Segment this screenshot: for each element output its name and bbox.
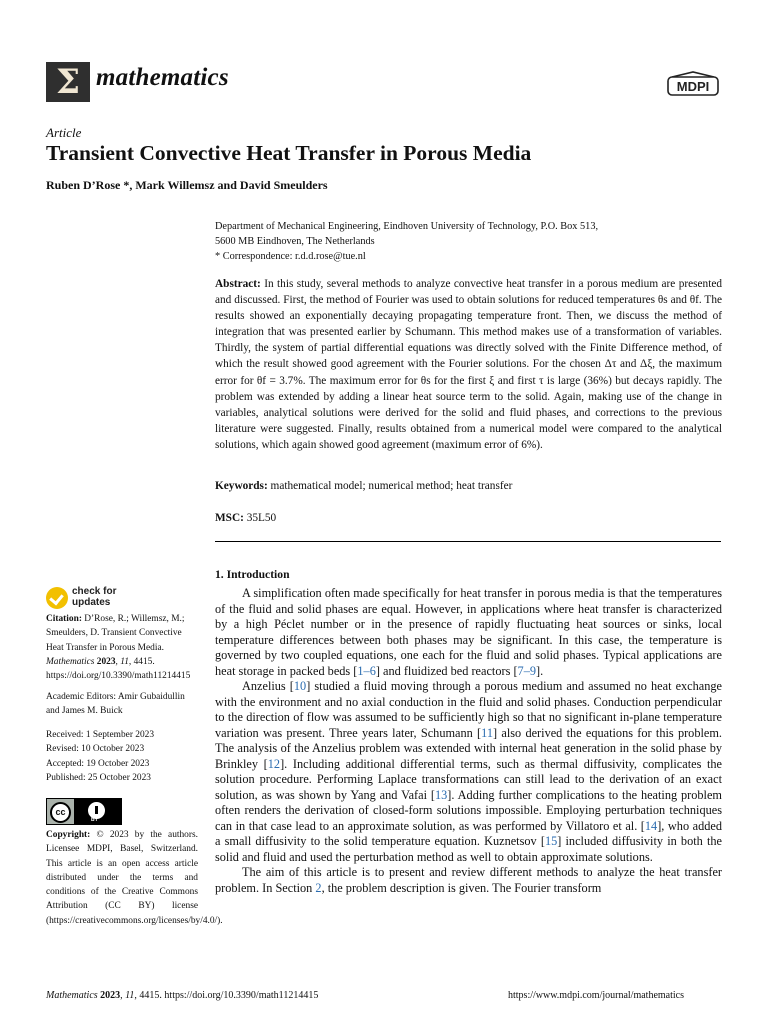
affiliation-line: Department of Mechanical Engineering, Eindhoven University of Technology, P.O. Box 513, bbox=[215, 221, 599, 232]
footer-citation: Mathematics 2023, 11, 4415. https://doi.org/10.3390/math11214415 bbox=[46, 990, 319, 1001]
publication-dates bbox=[46, 728, 198, 785]
article-title: Transient Convective Heat Transfer in Porous Media bbox=[46, 141, 532, 165]
academic-editors: Academic Editors: Amir Gubaidullin and James M. Buick bbox=[46, 692, 185, 717]
doi-link[interactable]: , 4415. https://doi.org/10.3390/math11214415 bbox=[46, 656, 191, 682]
correspondence-line: * Correspondence: r.d.d.rose@tue.nl bbox=[215, 251, 366, 262]
date-accepted: Accepted: 19 October 2023 bbox=[46, 758, 150, 769]
paragraph: Anzelius [10] studied a fluid moving through a porous medium and assumed no heat exchange with the environment and no axial conduction in the fluid and solid phases. Conduction perpendicular to the direction of flow was assumed to be sufficiently high so that no significant in-plane temperature variation was present. Three years later, Schumann [11] also derived the equations for this problem. The analysis of the Anzelius problem was extended with internal heat generation in the solid phase by Brinkley [12]. Including additional differential terms, such as thermal diffusivity, complicates the solution procedure. Performing Laplace transformations can still lead to the derivation of an exact solution, as was shown by Yang and Vafai [13]. Adding further complications to the heating problem often renders the derivation of closed-form solutions impossible. Employing perturbation techniques can in that case lead to an approximate solution, as was performed by Villatoro et al. [14], who added a small diffusivity to the solid temperature equation. Kuznetsov [15] included diffusivity in both the solid and fluid and used the perturbation method as well to obtain approximate solutions. bbox=[215, 679, 723, 864]
citation-link[interactable]: 15 bbox=[544, 834, 558, 848]
copyright-notice: Copyright: © 2023 by the authors. Licensee MDPI, Basel, Switzerland. This article is an open access article distributed under the terms and conditions of the Creative Commons Attribution (CC BY) license (https://creativecommons.org/licenses/by/4.0/). bbox=[46, 830, 223, 926]
check-for-updates-button[interactable] bbox=[46, 585, 156, 611]
citation-block: Citation: D’Rose, R.; Willemsz, M.; Smeulders, D. Transient Convective Heat Transfer in Porous Media. Mathematics 2023, 11, 4415. https://doi.org/10.3390/math11214415 bbox=[46, 614, 191, 682]
sigma-logo-glyph: Σ bbox=[55, 62, 81, 102]
journal-name: mathematics bbox=[96, 64, 229, 91]
affiliation-line: 5600 MB Eindhoven, The Netherlands bbox=[215, 236, 375, 247]
citation-link[interactable]: 12 bbox=[267, 756, 281, 771]
introduction-body bbox=[215, 586, 722, 896]
abstract-text: In this study, several methods to analyze convective heat transfer in a porous medium are presented and discussed. First, the method of Fourier was used to obtain solutions for reduced temperatures θs and θf. The results showed an exponentially decaying propagating temperature front. Then, we discuss the method of integration that was presented earlier by Schumann. This method makes use of a transformation of variables. Thirdly, the system of partial differential equations was directly solved with the Finite Difference method, of which the result showed good agreement with the Fourier solutions. For the chosen Δτ and Δξ, the maximum error for θf = 3.7%. The maximum error for θs for the first ξ and first τ is large (36%) but decays rapidly. The problem was extended by adding a linear heat source term to the solid. Again, making use of the change in variables, analytical solutions were derived for the solid and fluid phases, and corrections to the previous literature were suggested. Finally, results obtained from a numerical model were compared to the analytical solutions, which again showed good agreement (maximum error of 6%). bbox=[215, 278, 722, 451]
checkmark-icon bbox=[46, 587, 68, 609]
paragraph: A simplification often made specifically for heat transfer in porous media is that the temperatures of the fluid and solid phases are equal. However, in applications where heat transfer is characterized by a high Péclet number or in the presence of rapidly fluctuating heat sources or sinks, local temperature differences between both phases may be significant. In this case, the temperature is governed by two coupled equations, one each for the fluid and solid phases. Typical applications are heat storage in packed beds [1–6] and fluidized bed reactors [7–9]. bbox=[215, 586, 722, 678]
mdpi-logo[interactable] bbox=[666, 71, 720, 96]
cc-by-license-badge[interactable] bbox=[46, 798, 122, 825]
citation-link[interactable]: 14 bbox=[644, 818, 658, 833]
footer-journal-url[interactable]: https://www.mdpi.com/journal/mathematics bbox=[508, 990, 684, 1001]
keywords-text: mathematical model; numerical method; heat transfer bbox=[270, 480, 513, 492]
abstract bbox=[215, 276, 722, 453]
affiliation-block bbox=[215, 219, 725, 264]
keywords-label: Keywords: bbox=[215, 480, 268, 492]
citation-link[interactable]: 13 bbox=[435, 787, 448, 802]
section-link[interactable]: 2 bbox=[315, 880, 322, 895]
citation-label: Citation: bbox=[46, 614, 82, 624]
keywords bbox=[215, 480, 725, 492]
author-list: Ruben D’Rose *, Mark Willemsz and David Smeulders bbox=[46, 178, 328, 192]
msc-label: MSC: bbox=[215, 512, 244, 524]
by-label: BY bbox=[91, 817, 98, 823]
citation-link[interactable]: 11 bbox=[481, 725, 493, 740]
check-for-updates-label: check for updates bbox=[72, 586, 117, 608]
footer-doi-link[interactable]: , 4415. https://doi.org/10.3390/math11214415 bbox=[134, 990, 319, 1001]
date-received: Received: 1 September 2023 bbox=[46, 730, 155, 740]
citation-link[interactable]: 10 bbox=[293, 679, 307, 693]
section-divider bbox=[215, 541, 721, 542]
msc-codes bbox=[215, 512, 276, 524]
date-published: Published: 25 October 2023 bbox=[46, 772, 151, 783]
citation-link[interactable]: 7–9 bbox=[517, 663, 536, 678]
article-type: Article bbox=[46, 125, 82, 140]
abstract-label: Abstract: bbox=[215, 278, 261, 290]
section-heading: 1. Introduction bbox=[215, 568, 290, 581]
journal-logo bbox=[46, 62, 90, 102]
mdpi-logo-text: MDPI bbox=[676, 79, 710, 94]
paragraph: The aim of this article is to present and review different methods to analyze the heat transfer problem. In Section 2, the problem description is given. The Fourier transform bbox=[215, 865, 722, 895]
cc-icon: cc bbox=[50, 802, 71, 823]
date-revised: Revised: 10 October 2023 bbox=[46, 744, 145, 755]
copyright-label: Copyright: bbox=[46, 830, 91, 840]
msc-text: 35L50 bbox=[246, 512, 277, 524]
citation-link[interactable]: 1–6 bbox=[357, 663, 376, 678]
